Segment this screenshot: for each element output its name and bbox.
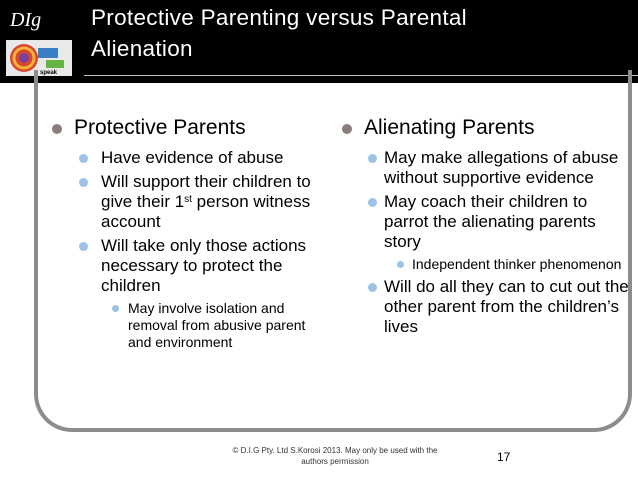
list-item: May make allegations of abuse without supportive evidence [330, 148, 630, 188]
title-line-2: Alienation [91, 36, 193, 61]
bullet-dot-icon [79, 178, 88, 187]
heading-alienating-parents: Alienating Parents [364, 116, 535, 139]
bullet-dot-icon [368, 283, 377, 292]
sub-list-item: May involve isolation and removal from abusive parent and environment [40, 300, 330, 351]
title-line-1: Protective Parenting versus Parental [91, 5, 467, 30]
sub-list-item: Independent thinker phenomenon [330, 256, 630, 273]
slide-title [91, 2, 611, 64]
list-item: Will take only those actions necessary to protect the children [40, 236, 330, 296]
bullet-dot-icon [79, 242, 88, 251]
bullet-dot-icon [112, 305, 119, 312]
bullet-dot-icon [52, 124, 62, 134]
bullet-protective-parents [40, 115, 330, 140]
list-item: Have evidence of abuse [40, 148, 330, 168]
logo [6, 4, 72, 76]
bullet-dot-icon [368, 198, 377, 207]
bullet-dot-icon [342, 124, 352, 134]
alienating-column [330, 115, 630, 341]
heading-protective-parents: Protective Parents [74, 116, 246, 139]
page-number: 17 [497, 450, 511, 464]
bullet-dot-icon [79, 154, 88, 163]
bullet-dot-icon [397, 261, 404, 268]
list-item: Will do all they can to cut out the other parent from the children’s lives [330, 277, 630, 337]
protective-column [40, 115, 330, 355]
list-item: Will support their children to give their 1st person witness account [40, 172, 330, 232]
footer-copyright: © D.I.G Pty. Ltd S.Korosi 2013. May only be used with the authors permission [232, 446, 438, 466]
svg-text:speak: speak [40, 70, 58, 76]
svg-text:DIg: DIg [10, 9, 42, 31]
superscript: st [184, 194, 192, 205]
bullet-alienating-parents [330, 115, 630, 140]
bullet-dot-icon [368, 154, 377, 163]
list-item: May coach their children to parrot the alienating parents story [330, 192, 630, 252]
